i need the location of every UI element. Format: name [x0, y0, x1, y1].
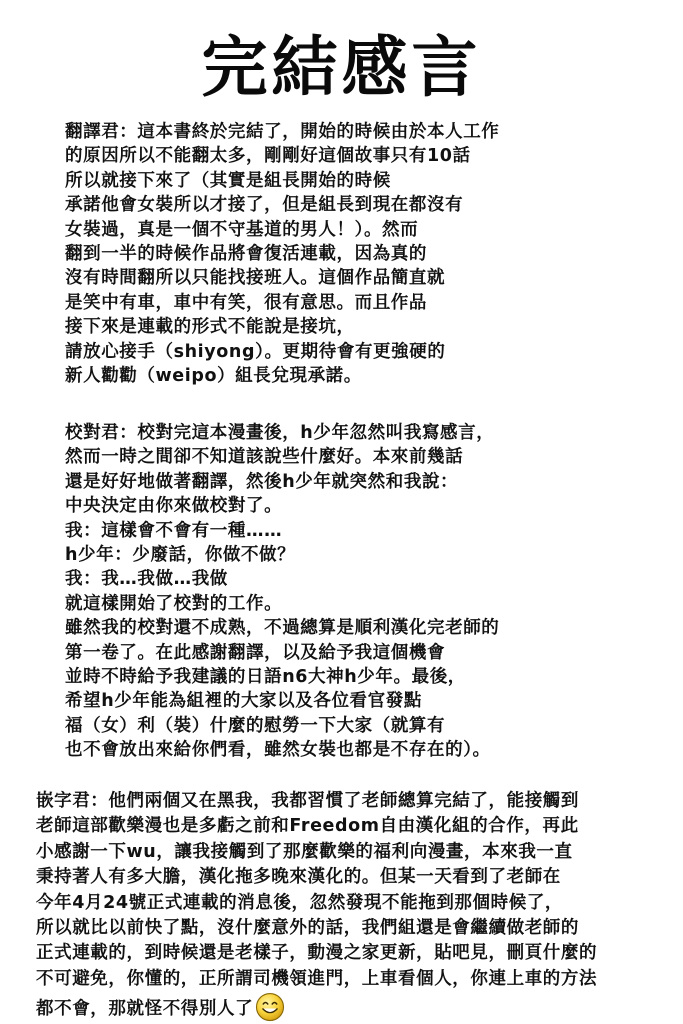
text-line: h少年：少廢話，你做不做？ — [65, 545, 296, 566]
text-line: 福（女）利（裝）什麼的慰勞一下大家（就算有 — [65, 715, 446, 736]
text-line: 翻譯君：這本書終於完結了，開始的時候由於本人工作 — [65, 122, 500, 142]
text-line: 校對君：校對完這本漫畫後，h少年忽然叫我寫感言， — [65, 423, 495, 443]
translator-afterword — [65, 120, 499, 388]
text-line: 接下來是連載的形式不能說是接坑， — [65, 317, 355, 338]
text-line: 還是好好地做著翻譯，然後h少年就突然和我說： — [65, 471, 459, 492]
text-line: 老師這部歡樂漫也是多虧之前和Freedom自由漢化組的合作，再此 — [36, 816, 579, 837]
text-line: 今年4月24號正式連載的消息後，忽然發現不能拖到那個時候了， — [36, 892, 564, 913]
text-line-last — [36, 992, 597, 1022]
text-line: 希望h少年能為組裡的大家以及各位看官發點 — [65, 691, 422, 712]
text-line: 女裝過，真是一個不守基道的男人！）。然而 — [65, 219, 419, 240]
text-line: 中央決定由你來做校對了。 — [65, 496, 283, 517]
text-line: 的原因所以不能翻太多，剛剛好這個故事只有10話 — [65, 146, 471, 167]
text-line: 雖然我的校對還不成熟，不過總算是順利漢化完老師的 — [65, 618, 500, 639]
text-line: 就這樣開始了校對的工作。 — [65, 593, 283, 614]
text-line: 嵌字君：他們兩個又在黑我，我都習慣了老師總算完結了，能接觸到 — [36, 791, 579, 811]
typesetter-afterword — [36, 789, 597, 1023]
text-line: 請放心接手（shiyong）。更期待會有更強硬的 — [65, 341, 446, 362]
text-line: 不可避免，你懂的，正所謂司機領進門，上車看個人，你連上車的方法 — [36, 968, 598, 989]
text-line: 所以就比以前快了點，沒什麼意外的話，我們組還是會繼續做老師的 — [36, 918, 579, 939]
text-line: 第一卷了。在此感謝翻譯，以及給予我這個機會 — [65, 642, 446, 663]
text-line: 小感謝一下wu，讓我接觸到了那麼歡樂的福利向漫畫，本來我一直 — [36, 841, 573, 862]
text-line: 也不會放出來給你們看，雖然女裝也都是不存在的）。 — [65, 740, 491, 761]
proofreader-afterword — [65, 421, 499, 763]
text-line-last-content: 都不會，那就怪不得別人了 — [36, 999, 254, 1020]
text-line: 正式連載的，到時候還是老樣子，動漫之家更新，貼吧見，刪頁什麼的 — [36, 943, 598, 964]
text-line: 我：我…我做…我做 — [65, 569, 228, 590]
text-line: 秉持著人有多大膽，漢化拖多晚來漢化的。但某一天看到了老師在 — [36, 867, 561, 888]
text-line: 然而一時之間卻不知道該說些什麼好。本來前幾話 — [65, 447, 464, 468]
text-line: 我：這樣會不會有一種…… — [65, 520, 283, 541]
text-line: 新人勸勸（weipo）組長兌現承諾。 — [65, 366, 362, 387]
text-line: 翻到一半的時候作品將會復活連載，因為真的 — [65, 244, 427, 265]
text-line: 是笑中有車，車中有笑，很有意思。而且作品 — [65, 292, 427, 313]
text-line: 承諾他會女裝所以才接了，但是組長到現在都沒有 — [65, 195, 464, 216]
smiley-face-icon — [255, 992, 285, 1022]
page-title: 完結感言 — [201, 29, 482, 106]
text-line: 並時不時給予我建議的日語n6大神h少年。最後， — [65, 667, 466, 688]
text-line: 所以就接下來了（其實是組長開始的時候 — [65, 170, 391, 191]
text-line: 沒有時間翻所以只能找接班人。這個作品簡直就 — [65, 268, 446, 289]
